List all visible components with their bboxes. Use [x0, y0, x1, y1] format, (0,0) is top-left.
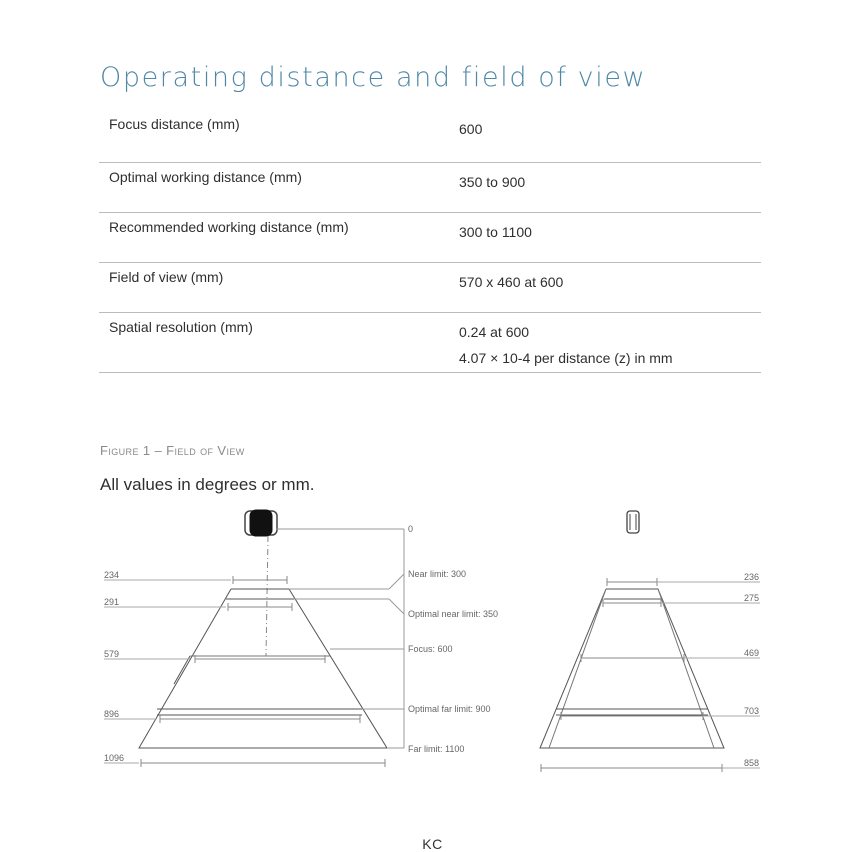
spec-row	[99, 163, 761, 213]
spec-value	[449, 313, 761, 373]
right-fov-outline	[540, 589, 724, 748]
spec-value	[449, 263, 761, 313]
spec-value	[449, 163, 761, 213]
spec-value-line: 4.07 × 10-4 per distance (z) in mm	[459, 350, 673, 366]
distance-label-focus: Focus: 600	[408, 644, 453, 654]
optical-axis	[266, 536, 268, 656]
right-width-label: 858	[743, 758, 759, 768]
right-width-label: 236	[743, 572, 759, 582]
distance-label-optimal-near: Optimal near limit: 350	[408, 609, 499, 619]
left-width-label: 896	[104, 709, 120, 719]
spec-table	[99, 110, 761, 373]
spec-label: Spatial resolution (mm)	[109, 319, 253, 335]
spec-value-line: 0.24 at 600	[459, 324, 530, 340]
left-width-label: 579	[104, 649, 120, 659]
left-fov-outline	[139, 589, 387, 748]
spec-row	[99, 313, 761, 373]
camera-front-icon	[245, 510, 277, 536]
figure-caption: Figure 1 – Field of View	[100, 443, 245, 458]
right-width-label: 275	[743, 593, 759, 603]
spec-label: Field of view (mm)	[109, 269, 224, 285]
spec-value-line: 300 to 1100	[459, 224, 532, 240]
spec-value-line: 570 x 460 at 600	[459, 274, 564, 290]
spec-row	[99, 213, 761, 263]
right-width-label: 703	[743, 706, 759, 716]
spec-row	[99, 263, 761, 313]
right-width-label: 469	[743, 648, 759, 658]
spec-value-line: 600	[459, 121, 483, 137]
camera-side-icon	[627, 511, 639, 533]
left-width-label: 1096	[104, 753, 125, 763]
spec-row	[99, 110, 761, 163]
spec-label: Recommended working distance (mm)	[109, 219, 349, 235]
spec-label: Optimal working distance (mm)	[109, 169, 302, 185]
figure-note: All values in degrees or mm.	[100, 475, 315, 494]
left-width-label: 234	[104, 570, 120, 580]
distance-label-near: Near limit: 300	[408, 569, 467, 579]
page-title: Operating distance and field of view	[100, 62, 647, 93]
field-of-view-diagram	[0, 500, 865, 780]
spec-value-line: 350 to 900	[459, 174, 526, 190]
footer-mark: KC	[422, 836, 443, 852]
spec-label: Focus distance (mm)	[109, 116, 240, 132]
spec-value	[449, 110, 761, 163]
left-width-label: 291	[104, 597, 120, 607]
distance-label-zero: 0	[408, 524, 414, 534]
distance-label-far: Far limit: 1100	[408, 744, 465, 754]
spec-value	[449, 213, 761, 263]
distance-label-optimal-far: Optimal far limit: 900	[408, 704, 491, 714]
